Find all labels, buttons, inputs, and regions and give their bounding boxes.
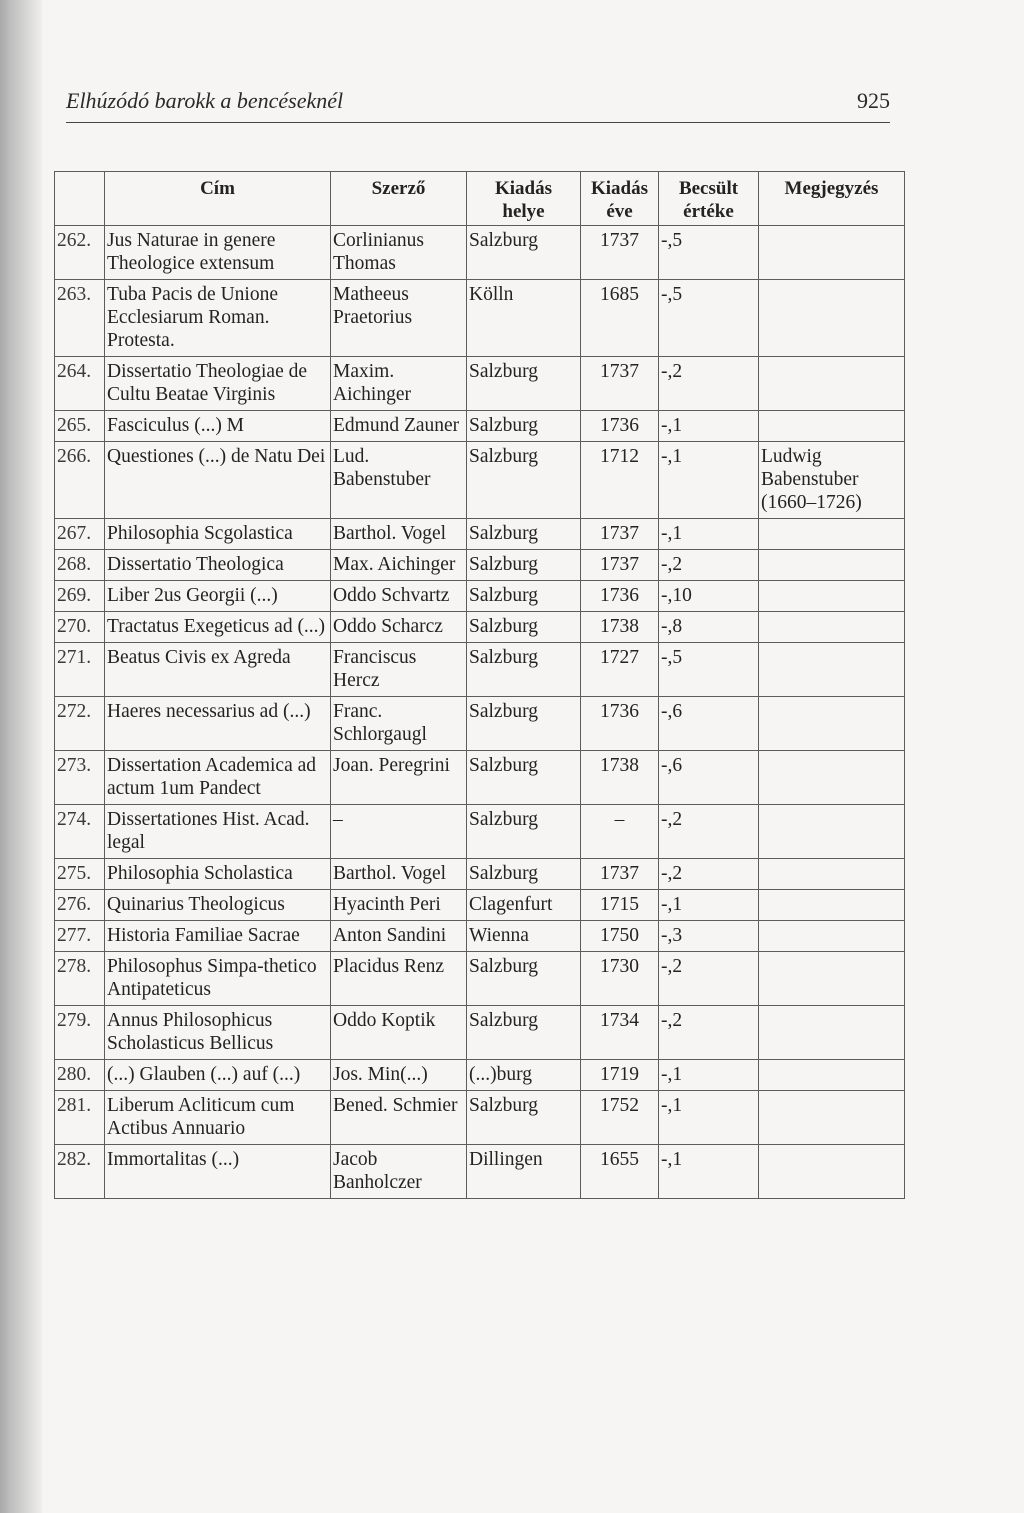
- publication-place-cell: (...)burg: [467, 1060, 581, 1091]
- publication-year-cell: 1752: [581, 1091, 659, 1145]
- book-title-cell: Immortalitas (...): [105, 1145, 331, 1199]
- row-number-cell: 268.: [55, 550, 105, 581]
- publication-place-cell: Clagenfurt: [467, 890, 581, 921]
- column-header-year: [581, 172, 659, 226]
- table-row: [55, 697, 905, 751]
- book-title-cell: Questiones (...) de Natu Dei: [105, 442, 331, 519]
- publication-place-cell: Salzburg: [467, 643, 581, 697]
- row-number-cell: 276.: [55, 890, 105, 921]
- table-row: [55, 952, 905, 1006]
- publication-year-cell: 1737: [581, 859, 659, 890]
- publication-year-cell: 1655: [581, 1145, 659, 1199]
- column-header-number: [55, 172, 105, 226]
- row-number-cell: 262.: [55, 226, 105, 280]
- publication-year-cell: 1737: [581, 226, 659, 280]
- publication-year-cell: 1685: [581, 280, 659, 357]
- estimated-value-cell: -,2: [659, 1006, 759, 1060]
- estimated-value-cell: -,1: [659, 1091, 759, 1145]
- publication-place-cell: Wienna: [467, 921, 581, 952]
- book-title-cell: Annus Philosophicus Scholasticus Bellicus: [105, 1006, 331, 1060]
- author-cell: Joan. Peregrini: [331, 751, 467, 805]
- estimated-value-cell: -,5: [659, 280, 759, 357]
- book-title-cell: Tractatus Exegeticus ad (...): [105, 612, 331, 643]
- estimated-value-cell: -,1: [659, 519, 759, 550]
- row-number-cell: 281.: [55, 1091, 105, 1145]
- author-cell: Max. Aichinger: [331, 550, 467, 581]
- publication-year-cell: 1737: [581, 550, 659, 581]
- book-title-cell: Tuba Pacis de Unione Ecclesiarum Roman. Protesta.: [105, 280, 331, 357]
- row-number-cell: 277.: [55, 921, 105, 952]
- book-title-cell: Beatus Civis ex Agreda: [105, 643, 331, 697]
- author-cell: Oddo Scharcz: [331, 612, 467, 643]
- author-cell: Maxim. Aichinger: [331, 357, 467, 411]
- note-cell: [759, 952, 905, 1006]
- note-cell: [759, 697, 905, 751]
- note-cell: [759, 519, 905, 550]
- note-cell: [759, 805, 905, 859]
- row-number-cell: 274.: [55, 805, 105, 859]
- book-title-cell: Historia Familiae Sacrae: [105, 921, 331, 952]
- publication-year-cell: 1750: [581, 921, 659, 952]
- publication-place-cell: Salzburg: [467, 226, 581, 280]
- book-title-cell: Liber 2us Georgii (...): [105, 581, 331, 612]
- estimated-value-cell: -,6: [659, 751, 759, 805]
- column-header-value-line1: Becsült: [678, 178, 739, 199]
- note-cell: [759, 550, 905, 581]
- table-row: [55, 442, 905, 519]
- column-header-place-line1: Kiadás: [494, 178, 553, 199]
- publication-place-cell: Salzburg: [467, 519, 581, 550]
- note-cell: [759, 280, 905, 357]
- book-title-cell: (...) Glauben (...) auf (...): [105, 1060, 331, 1091]
- row-number-cell: 263.: [55, 280, 105, 357]
- note-cell: [759, 612, 905, 643]
- publication-year-cell: 1719: [581, 1060, 659, 1091]
- row-number-cell: 267.: [55, 519, 105, 550]
- publication-year-cell: 1736: [581, 581, 659, 612]
- publication-year-cell: 1736: [581, 697, 659, 751]
- note-cell: [759, 751, 905, 805]
- table-row: [55, 859, 905, 890]
- table-row: [55, 751, 905, 805]
- estimated-value-cell: -,3: [659, 921, 759, 952]
- column-header-value-line2: értéke: [683, 201, 734, 222]
- estimated-value-cell: -,10: [659, 581, 759, 612]
- row-number-cell: 265.: [55, 411, 105, 442]
- page-number: 925: [857, 88, 890, 113]
- table-row: [55, 612, 905, 643]
- publication-place-cell: Dillingen: [467, 1145, 581, 1199]
- table-row: [55, 411, 905, 442]
- table-row: [55, 519, 905, 550]
- note-cell: [759, 643, 905, 697]
- table-row: [55, 550, 905, 581]
- note-cell: [759, 859, 905, 890]
- row-number-cell: 269.: [55, 581, 105, 612]
- author-cell: Franciscus Hercz: [331, 643, 467, 697]
- table-row: [55, 921, 905, 952]
- book-title-cell: Philosophia Scgolastica: [105, 519, 331, 550]
- note-cell: Ludwig Babenstuber (1660–1726): [759, 442, 905, 519]
- book-title-cell: Philosophia Scholastica: [105, 859, 331, 890]
- row-number-cell: 279.: [55, 1006, 105, 1060]
- publication-place-cell: Kölln: [467, 280, 581, 357]
- column-header-note: Megjegyzés: [759, 172, 905, 226]
- author-cell: Franc. Schlorgaugl: [331, 697, 467, 751]
- note-cell: [759, 357, 905, 411]
- note-cell: [759, 411, 905, 442]
- column-header-title: Cím: [105, 172, 331, 226]
- author-cell: Barthol. Vogel: [331, 519, 467, 550]
- publication-year-cell: 1738: [581, 751, 659, 805]
- column-header-place: [467, 172, 581, 226]
- author-cell: Matheeus Praetorius: [331, 280, 467, 357]
- publication-place-cell: Salzburg: [467, 1006, 581, 1060]
- table-row: [55, 805, 905, 859]
- estimated-value-cell: -,2: [659, 357, 759, 411]
- author-cell: Hyacinth Peri: [331, 890, 467, 921]
- author-cell: Oddo Schvartz: [331, 581, 467, 612]
- publication-place-cell: Salzburg: [467, 411, 581, 442]
- table-header-row: [55, 172, 905, 226]
- publication-year-cell: 1730: [581, 952, 659, 1006]
- publication-year-cell: 1734: [581, 1006, 659, 1060]
- author-cell: Edmund Zauner: [331, 411, 467, 442]
- estimated-value-cell: -,2: [659, 859, 759, 890]
- book-title-cell: Philosophus Simpa-thetico Antipateticus: [105, 952, 331, 1006]
- estimated-value-cell: -,2: [659, 952, 759, 1006]
- book-register-table: [54, 171, 905, 1199]
- book-title-cell: Haeres necessarius ad (...): [105, 697, 331, 751]
- book-spine-shadow: [0, 0, 42, 1513]
- note-cell: [759, 1060, 905, 1091]
- header-rule: [66, 122, 890, 123]
- publication-place-cell: Salzburg: [467, 859, 581, 890]
- row-number-cell: 275.: [55, 859, 105, 890]
- book-title-cell: Fasciculus (...) M: [105, 411, 331, 442]
- publication-place-cell: Salzburg: [467, 550, 581, 581]
- author-cell: Bened. Schmier: [331, 1091, 467, 1145]
- publication-place-cell: Salzburg: [467, 697, 581, 751]
- book-page: [42, 0, 1024, 1513]
- note-cell: [759, 1091, 905, 1145]
- estimated-value-cell: -,1: [659, 1145, 759, 1199]
- author-cell: Oddo Koptik: [331, 1006, 467, 1060]
- publication-place-cell: Salzburg: [467, 442, 581, 519]
- table-body: [55, 226, 905, 1199]
- book-title-cell: Dissertatio Theologiae de Cultu Beatae Virginis: [105, 357, 331, 411]
- publication-year-cell: 1736: [581, 411, 659, 442]
- publication-year-cell: 1737: [581, 519, 659, 550]
- row-number-cell: 280.: [55, 1060, 105, 1091]
- table-row: [55, 1091, 905, 1145]
- table-row: [55, 643, 905, 697]
- row-number-cell: 264.: [55, 357, 105, 411]
- table-row: [55, 357, 905, 411]
- column-header-year-line1: Kiadás: [590, 178, 649, 199]
- book-title-cell: Jus Naturae in genere Theologice extensum: [105, 226, 331, 280]
- estimated-value-cell: -,1: [659, 411, 759, 442]
- book-title-cell: Liberum Acliticum cum Actibus Annuario: [105, 1091, 331, 1145]
- note-cell: [759, 890, 905, 921]
- estimated-value-cell: -,5: [659, 226, 759, 280]
- table-row: [55, 581, 905, 612]
- author-cell: Lud. Babenstuber: [331, 442, 467, 519]
- note-cell: [759, 226, 905, 280]
- row-number-cell: 272.: [55, 697, 105, 751]
- publication-year-cell: 1727: [581, 643, 659, 697]
- column-header-year-line2: éve: [606, 201, 633, 222]
- publication-place-cell: Salzburg: [467, 952, 581, 1006]
- author-cell: Barthol. Vogel: [331, 859, 467, 890]
- note-cell: [759, 1145, 905, 1199]
- row-number-cell: 271.: [55, 643, 105, 697]
- table-row: [55, 1006, 905, 1060]
- author-cell: –: [331, 805, 467, 859]
- estimated-value-cell: -,6: [659, 697, 759, 751]
- column-header-value: [659, 172, 759, 226]
- estimated-value-cell: -,1: [659, 1060, 759, 1091]
- publication-place-cell: Salzburg: [467, 612, 581, 643]
- estimated-value-cell: -,5: [659, 643, 759, 697]
- publication-year-cell: –: [581, 805, 659, 859]
- publication-place-cell: Salzburg: [467, 805, 581, 859]
- author-cell: Placidus Renz: [331, 952, 467, 1006]
- author-cell: Jacob Banholczer: [331, 1145, 467, 1199]
- table-row: [55, 1060, 905, 1091]
- note-cell: [759, 581, 905, 612]
- publication-year-cell: 1712: [581, 442, 659, 519]
- author-cell: Jos. Min(...): [331, 1060, 467, 1091]
- estimated-value-cell: -,1: [659, 442, 759, 519]
- publication-place-cell: Salzburg: [467, 751, 581, 805]
- publication-year-cell: 1738: [581, 612, 659, 643]
- column-header-author: Szerző: [331, 172, 467, 226]
- table-row: [55, 226, 905, 280]
- publication-place-cell: Salzburg: [467, 581, 581, 612]
- table-row: [55, 890, 905, 921]
- estimated-value-cell: -,8: [659, 612, 759, 643]
- author-cell: Corlinianus Thomas: [331, 226, 467, 280]
- table-row: [55, 1145, 905, 1199]
- row-number-cell: 282.: [55, 1145, 105, 1199]
- publication-year-cell: 1737: [581, 357, 659, 411]
- row-number-cell: 266.: [55, 442, 105, 519]
- publication-year-cell: 1715: [581, 890, 659, 921]
- book-title-cell: Quinarius Theologicus: [105, 890, 331, 921]
- estimated-value-cell: -,2: [659, 805, 759, 859]
- row-number-cell: 270.: [55, 612, 105, 643]
- row-number-cell: 278.: [55, 952, 105, 1006]
- column-header-place-line2: helye: [502, 201, 545, 222]
- publication-place-cell: Salzburg: [467, 357, 581, 411]
- row-number-cell: 273.: [55, 751, 105, 805]
- note-cell: [759, 921, 905, 952]
- book-title-cell: Dissertation Academica ad actum 1um Pandect: [105, 751, 331, 805]
- running-title: Elhúzódó barokk a bencéseknél: [66, 88, 344, 113]
- estimated-value-cell: -,2: [659, 550, 759, 581]
- note-cell: [759, 1006, 905, 1060]
- publication-place-cell: Salzburg: [467, 1091, 581, 1145]
- book-title-cell: Dissertatio Theologica: [105, 550, 331, 581]
- table-row: [55, 280, 905, 357]
- book-title-cell: Dissertationes Hist. Acad. legal: [105, 805, 331, 859]
- author-cell: Anton Sandini: [331, 921, 467, 952]
- estimated-value-cell: -,1: [659, 890, 759, 921]
